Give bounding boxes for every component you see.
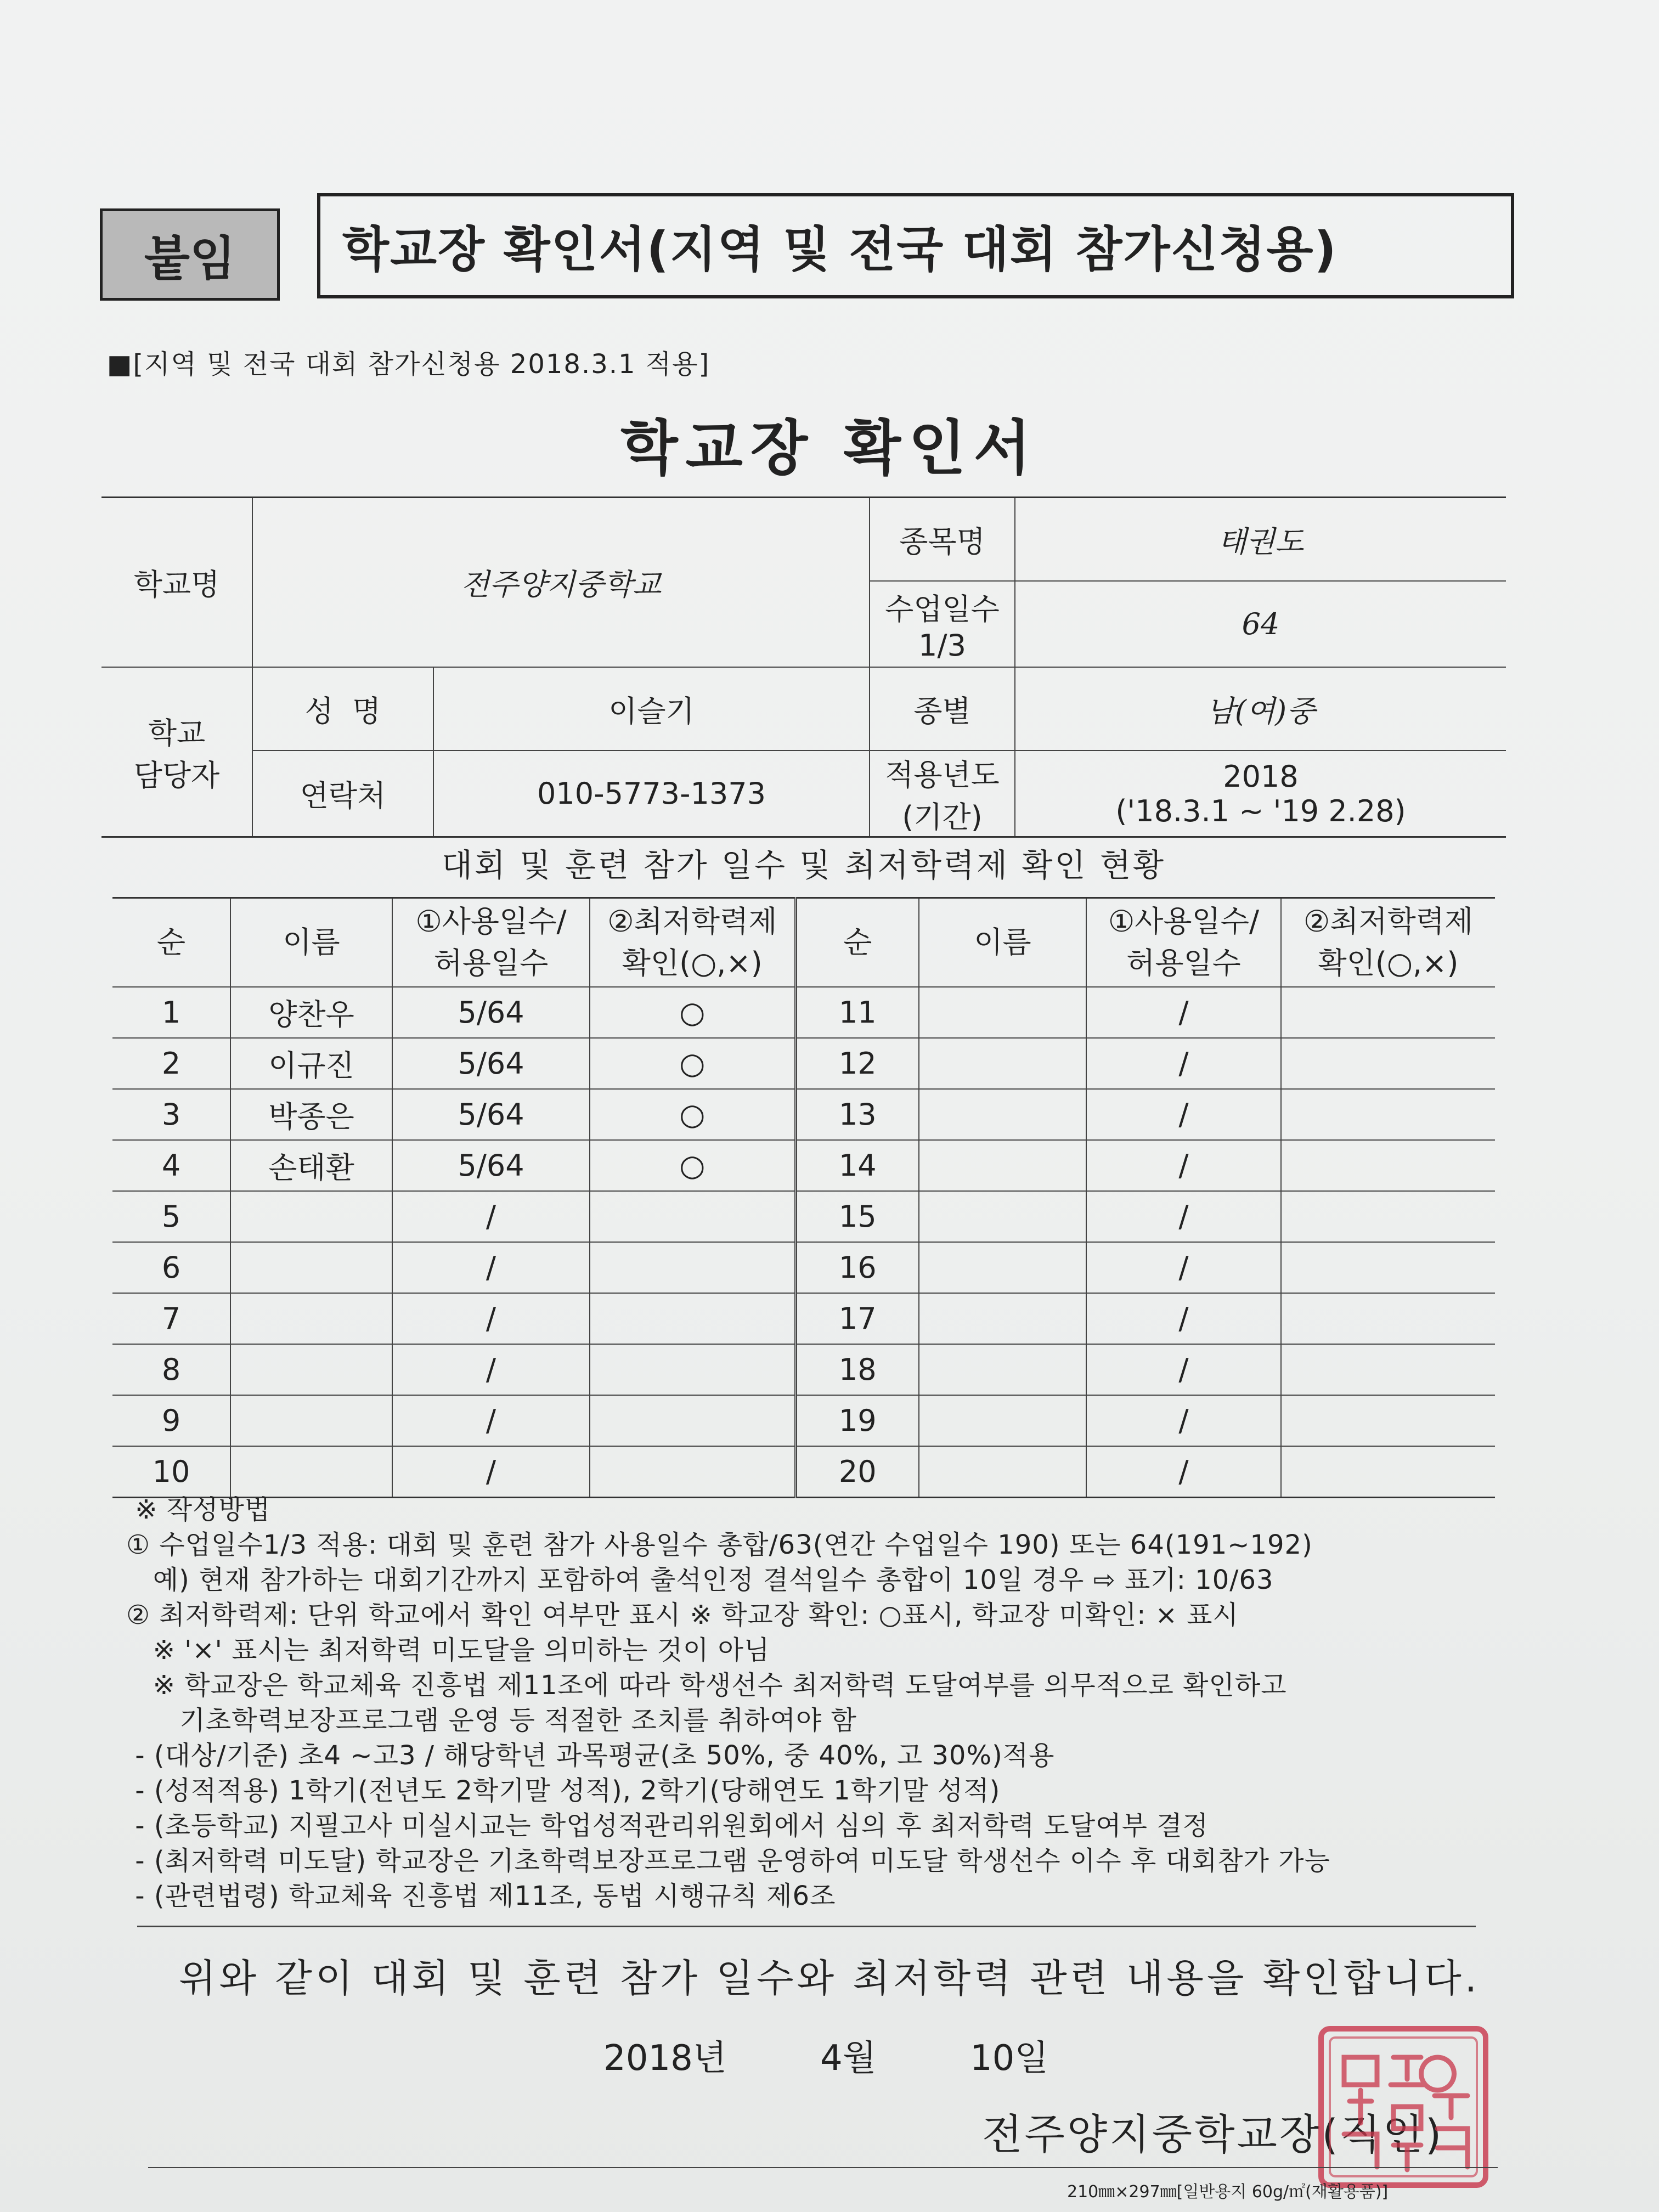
table-row xyxy=(112,1038,1495,1089)
row-check xyxy=(590,1293,795,1344)
row-name xyxy=(919,1446,1086,1498)
row-check: ○ xyxy=(590,1140,795,1191)
header-days: ①사용일수/ 허용일수 xyxy=(392,898,590,988)
school-name-value: 전주양지중학교 xyxy=(252,498,870,668)
row-no: 8 xyxy=(112,1344,230,1395)
header-check: ②최저학력제 확인(○,×) xyxy=(590,898,795,988)
row-days: / xyxy=(1086,987,1281,1038)
contact-value: 010-5773-1373 xyxy=(433,751,870,837)
notes-divider xyxy=(137,1926,1476,1927)
row-days: / xyxy=(1086,1038,1281,1089)
row-no: 15 xyxy=(795,1191,919,1242)
event-value: 태권도 xyxy=(1015,498,1506,582)
table-row xyxy=(112,987,1495,1038)
table-row xyxy=(112,1089,1495,1140)
instruction-line: ① 수업일수1/3 적용: 대회 및 훈련 참가 사용일수 총합/63(연간 수업일수 190) 또는 64(191~192) xyxy=(126,1530,1313,1560)
header-no: 순 xyxy=(795,898,919,988)
row-no: 1 xyxy=(112,987,230,1038)
header-days: ①사용일수/ 허용일수 xyxy=(1086,898,1281,988)
category-value: 남(여)중 xyxy=(1015,667,1506,751)
confirmation-statement: 위와 같이 대회 및 훈련 참가 일수와 최저학력 관련 내용을 확인합니다. xyxy=(178,1956,1481,2001)
table-header-row xyxy=(112,898,1495,988)
row-days: / xyxy=(392,1293,590,1344)
principal-signature: 전주양지중학교장(직인) xyxy=(982,2110,1444,2159)
table-row xyxy=(112,1344,1495,1395)
row-days: / xyxy=(1086,1344,1281,1395)
row-check xyxy=(590,1191,795,1242)
instruction-line: - (성적적용) 1학기(전년도 2학기말 성적), 2학기(당해연도 1학기말 성적) xyxy=(126,1775,1001,1806)
row-no: 12 xyxy=(795,1038,919,1089)
section-title: 대회 및 훈련 참가 일수 및 최저학력제 확인 현황 xyxy=(441,847,1166,884)
table-row xyxy=(112,1293,1495,1344)
instruction-line: - (관련법령) 학교체육 진흥법 제11조, 동법 시행규칙 제6조 xyxy=(126,1881,836,1911)
row-name xyxy=(919,1395,1086,1446)
row-check: ○ xyxy=(590,987,795,1038)
class-days-value: 64 xyxy=(1015,581,1506,667)
row-check xyxy=(1281,1089,1495,1140)
row-check xyxy=(1281,1293,1495,1344)
attachment-label: 붙임 xyxy=(100,208,280,301)
row-name xyxy=(919,1140,1086,1191)
row-name xyxy=(919,1344,1086,1395)
row-days: 5/64 xyxy=(392,987,590,1038)
row-name xyxy=(919,1242,1086,1293)
row-name xyxy=(919,1038,1086,1089)
paper-spec: 210㎜×297㎜[일반용지 60g/㎡(재활용품)] xyxy=(1067,2182,1389,2202)
table-row xyxy=(112,1242,1495,1293)
date-year: 2018년 xyxy=(603,2038,727,2079)
row-name xyxy=(230,1446,392,1498)
period-value: 2018 ('18.3.1 ~ '19 2.28) xyxy=(1015,751,1506,837)
row-days: / xyxy=(1086,1293,1281,1344)
issue-date xyxy=(603,2030,1109,2080)
row-name: 이규진 xyxy=(230,1038,392,1089)
instruction-line: ※ 작성방법 xyxy=(126,1494,271,1525)
instruction-line: 기초학력보장프로그램 운영 등 적절한 조치를 취하여야 함 xyxy=(126,1705,857,1736)
row-days: / xyxy=(392,1395,590,1446)
row-no: 9 xyxy=(112,1395,230,1446)
table-row xyxy=(112,1140,1495,1191)
instruction-line: ② 최저학력제: 단위 학교에서 확인 여부만 표시 ※ 학교장 확인: ○표시, 학교장 미확인: × 표시 xyxy=(126,1600,1239,1630)
row-days: / xyxy=(1086,1191,1281,1242)
period-label: 적용년도 (기간) xyxy=(870,751,1015,837)
row-name xyxy=(230,1191,392,1242)
row-check xyxy=(1281,987,1495,1038)
row-no: 3 xyxy=(112,1089,230,1140)
row-check xyxy=(590,1395,795,1446)
instruction-line: ※ 학교장은 학교체육 진흥법 제11조에 따라 학생선수 최저학력 도달여부를 의무적으로 확인하고 xyxy=(126,1670,1287,1701)
row-no: 19 xyxy=(795,1395,919,1446)
row-check xyxy=(1281,1191,1495,1242)
row-no: 18 xyxy=(795,1344,919,1395)
row-check xyxy=(1281,1038,1495,1089)
row-days: 5/64 xyxy=(392,1140,590,1191)
row-check xyxy=(1281,1446,1495,1498)
row-check xyxy=(1281,1140,1495,1191)
row-check: ○ xyxy=(590,1038,795,1089)
official-seal-icon xyxy=(1311,2019,1495,2194)
row-name xyxy=(230,1242,392,1293)
applicability-note: ■[지역 및 전국 대회 참가신청용 2018.3.1 적용] xyxy=(107,349,710,380)
manager-name-label: 성 명 xyxy=(252,667,433,751)
page-title: 학교장 확인서 xyxy=(620,414,1039,483)
table-body xyxy=(112,987,1495,1498)
row-check xyxy=(1281,1395,1495,1446)
row-check xyxy=(1281,1344,1495,1395)
instructions xyxy=(126,1492,1525,1914)
instruction-line: ※ '×' 표시는 최저학력 미도달을 의미하는 것이 아님 xyxy=(126,1635,770,1666)
row-name: 박종은 xyxy=(230,1089,392,1140)
row-days: 5/64 xyxy=(392,1038,590,1089)
footer-divider xyxy=(148,2167,1498,2168)
instruction-line: - (최저학력 미도달) 학교장은 기초학력보장프로그램 운영하여 미도달 학생선수 이수 후 대회참가 가능 xyxy=(126,1846,1330,1876)
date-month: 4월 xyxy=(820,2038,877,2079)
row-no: 5 xyxy=(112,1191,230,1242)
row-check: ○ xyxy=(590,1089,795,1140)
row-no: 4 xyxy=(112,1140,230,1191)
header-no: 순 xyxy=(112,898,230,988)
row-check xyxy=(590,1446,795,1498)
row-days: / xyxy=(392,1242,590,1293)
row-days: / xyxy=(1086,1140,1281,1191)
category-label: 종별 xyxy=(870,667,1015,751)
row-check xyxy=(1281,1242,1495,1293)
row-name xyxy=(230,1395,392,1446)
school-info-table xyxy=(101,496,1506,838)
manager-name-value: 이슬기 xyxy=(433,667,870,751)
header-name: 이름 xyxy=(919,898,1086,988)
row-no: 10 xyxy=(112,1446,230,1498)
table-row xyxy=(112,1446,1495,1498)
row-check xyxy=(590,1344,795,1395)
row-days: / xyxy=(1086,1446,1281,1498)
event-label: 종목명 xyxy=(870,498,1015,582)
row-days: / xyxy=(392,1191,590,1242)
row-days: / xyxy=(392,1446,590,1498)
instruction-line: - (대상/기준) 초4 ~고3 / 해당학년 과목평균(초 50%, 중 40%, 고 30%)적용 xyxy=(126,1740,1055,1771)
row-no: 20 xyxy=(795,1446,919,1498)
date-day: 10일 xyxy=(969,2038,1049,2079)
class-days-label: 수업일수 1/3 xyxy=(870,581,1015,667)
row-days: 5/64 xyxy=(392,1089,590,1140)
row-no: 14 xyxy=(795,1140,919,1191)
instruction-line: - (초등학교) 지필고사 미실시교는 학업성적관리위원회에서 심의 후 최저학력 도달여부 결정 xyxy=(126,1810,1209,1841)
instruction-line: 예) 현재 참가하는 대회기간까지 포함하여 출석인정 결석일수 총합이 10일 경우 ⇨ 표기: 10/63 xyxy=(126,1565,1274,1595)
row-no: 2 xyxy=(112,1038,230,1089)
row-no: 7 xyxy=(112,1293,230,1344)
contact-label: 연락처 xyxy=(252,751,433,837)
row-name xyxy=(230,1344,392,1395)
row-name xyxy=(919,987,1086,1038)
row-days: / xyxy=(392,1344,590,1395)
row-days: / xyxy=(1086,1395,1281,1446)
header-check: ②최저학력제 확인(○,×) xyxy=(1281,898,1495,988)
row-name xyxy=(919,1293,1086,1344)
row-no: 13 xyxy=(795,1089,919,1140)
header-name: 이름 xyxy=(230,898,392,988)
row-name xyxy=(919,1191,1086,1242)
manager-label: 학교 담당자 xyxy=(101,667,252,837)
row-no: 16 xyxy=(795,1242,919,1293)
document-heading-box: 학교장 확인서(지역 및 전국 대회 참가신청용) xyxy=(317,193,1514,298)
row-name: 양찬우 xyxy=(230,987,392,1038)
row-no: 6 xyxy=(112,1242,230,1293)
row-no: 17 xyxy=(795,1293,919,1344)
table-row xyxy=(112,1191,1495,1242)
row-days: / xyxy=(1086,1089,1281,1140)
row-name: 손태환 xyxy=(230,1140,392,1191)
participation-table xyxy=(112,897,1495,1498)
row-days: / xyxy=(1086,1242,1281,1293)
row-check xyxy=(590,1242,795,1293)
row-name xyxy=(230,1293,392,1344)
row-name xyxy=(919,1089,1086,1140)
school-name-label: 학교명 xyxy=(101,498,252,668)
row-no: 11 xyxy=(795,987,919,1038)
table-row xyxy=(112,1395,1495,1446)
